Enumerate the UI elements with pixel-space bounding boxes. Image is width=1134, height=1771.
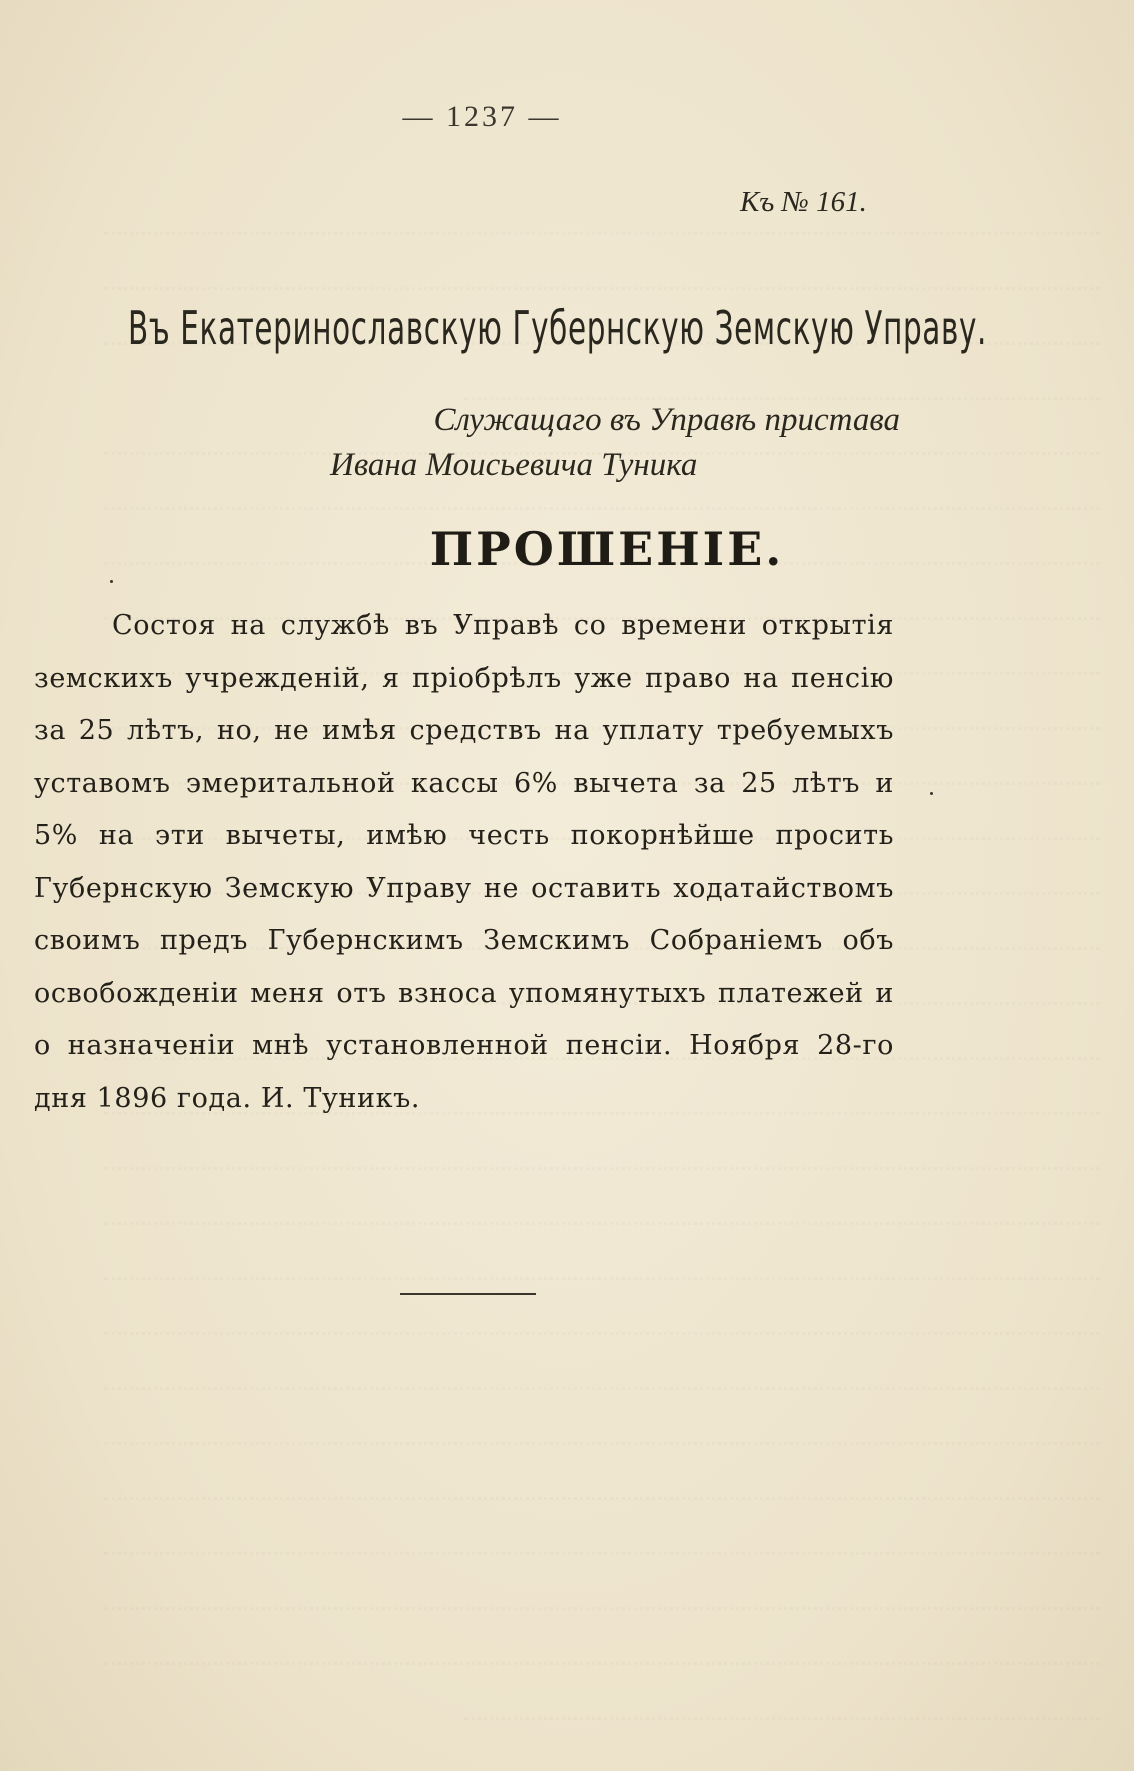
- sender-block: [0, 398, 900, 488]
- page-number: — 1237 —: [402, 100, 562, 133]
- document-reference: Къ № 161.: [740, 186, 867, 218]
- addressee-heading: Въ Екатеринославскую Губернскую Земскую Управу.: [128, 301, 988, 355]
- petition-body: [34, 600, 894, 1125]
- closing-rule: [400, 1293, 536, 1295]
- document-title: ПРОШЕНІЕ.: [429, 522, 785, 576]
- petition-paragraph: Состоя на службѣ въ Управѣ со времени открытія земскихъ учрежденій, я пріобрѣлъ уже право на пенсію за 25 лѣтъ, но, не имѣя средствъ на уплату требуемыхъ уставомъ эмеритальной кассы 6% вычета за 25 лѣтъ и 5% на эти вычеты, имѣю честь покорнѣйше просить Губернскую Земскую Управу не оставить ходатайствомъ своимъ предъ Губернскимъ Земскимъ Собраніемъ объ освобожденіи меня отъ взноса упомянутыхъ платежей и о назначеніи мнѣ установленной пенсіи. Ноября 28-го дня 1896 года. И. Туникъ.: [34, 610, 894, 1114]
- sender-line-2: Ивана Моисьевича Туника: [330, 447, 698, 483]
- sender-line-1: Служащаго въ Управѣ пристава: [433, 402, 900, 438]
- ink-speck: [110, 580, 113, 583]
- ink-speck: [930, 792, 933, 795]
